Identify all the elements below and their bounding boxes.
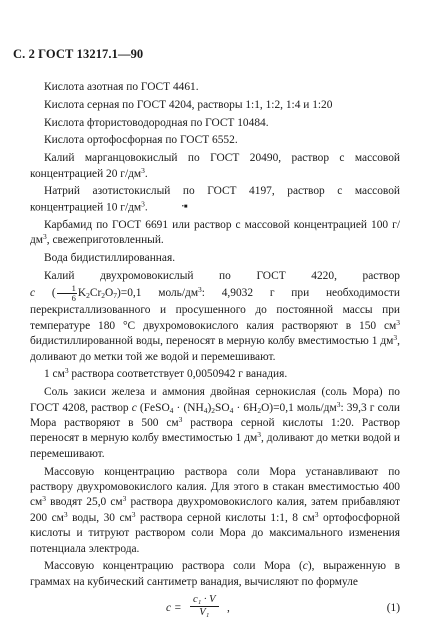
formula-1 xyxy=(30,594,400,628)
paragraph-carbamide: Карбамид по ГОСТ 6691 или раствор с массовой концентрацией 100 $г/дм^3$, свежеприготовленный. xyxy=(30,218,400,247)
paragraph-potassium-dichromate: Калий двухромовокислый по ГОСТ 4220, раствор c ( $\frac{1}{6}$ $K_2Cr_2O_7)=0,1$ моль/$дм^3$: 4,9032 г при необходимости перекристаллизованного и просушенного до постоянной массы при температуре 180 °С двухромовокислого калия растворяют в 150 $см^3$ бидистиллированной воды, переносят в мерную колбу вместимостью 1 $дм^3$, доливают до метки той же водой и перемешивают. xyxy=(30,269,400,363)
paragraph-mohr-salt-standardization: Массовую концентрацию раствора соли Мора устанавливают по раствору двухромовокислого калия. Для этого в стакан вместимостью 400 $см^3$ вводят 25,0 $см^3$ раствора двухромовокислого калия, затем прибавляют 200 $см^3$ воды, 30 $см^3$ раствора серной кислоты 1:1, 8 $см^3$ ортофосфорной кислоты и титруют раствором соли Мора до максимального изменения потенциала электрода. xyxy=(30,465,400,555)
paragraph-mass-concentration-formula-intro: Массовую концентрацию раствора соли Мора (c), выраженную в граммах на кубический сантиметр ванадия, вычисляют по формуле xyxy=(30,560,401,588)
paragraph-sulfuric-acid: Кислота серная по ГОСТ 4204, растворы 1:1, 1:2, 1:4 и 1:20 xyxy=(44,98,333,111)
formula-comma: , xyxy=(227,602,230,615)
paragraph-bidistilled-water: Вода бидистиллированная. xyxy=(44,252,176,265)
formula-fraction xyxy=(190,594,219,619)
formula-denominator: V₁ xyxy=(199,607,210,619)
fraction-one-sixth: $\frac{1}{6}$ xyxy=(57,284,77,303)
paragraph-mohr-salt: Соль закиси железа и аммония двойная сернокислая (соль Мора) по ГОСТ 4208, раствор c (FeSO$_4$ · $(NH_4)_2SO_4 \cdot 6H_2O)=0,1$ моль/$дм^3$: 39,3 г соли Мора растворяют в 500 $см^3$ раствора серной кислоты 1:20. Раствор переносят в мерную колбу вместимостью 1 $дм^3$, доливают до метки водой и перемешивают. xyxy=(30,386,400,460)
stray-mark: •■ xyxy=(181,203,188,210)
formula-number: (1) xyxy=(386,602,400,615)
page-header: С. 2 ГОСТ 13217.1—90 xyxy=(13,47,144,61)
paragraph-orthophosphoric-acid: Кислота ортофосфорная по ГОСТ 6552. xyxy=(44,134,238,147)
paragraph-sodium-nitrite: Натрий азотистокислый по ГОСТ 4197, раствор с массовой концентрацией 10 $г/дм^3$. •■ xyxy=(30,184,400,215)
formula-numerator: c₁ · V xyxy=(190,594,219,607)
paragraph-potassium-permanganate: Калий марганцовокислый по ГОСТ 20490, раствор с массовой концентрацией 20 $г/дм^3$. xyxy=(30,152,400,180)
paragraph-vanadium-equivalent: 1 $см^3$ раствора соответствует 0,0050942 г ванадия. xyxy=(44,366,288,381)
document-body xyxy=(30,80,400,628)
formula-lhs: c = xyxy=(166,602,182,615)
paragraph-nitric-acid: Кислота азотная по ГОСТ 4461. xyxy=(44,81,199,93)
paragraph-hydrofluoric-acid: Кислота фтористоводородная по ГОСТ 10484. xyxy=(44,116,269,129)
